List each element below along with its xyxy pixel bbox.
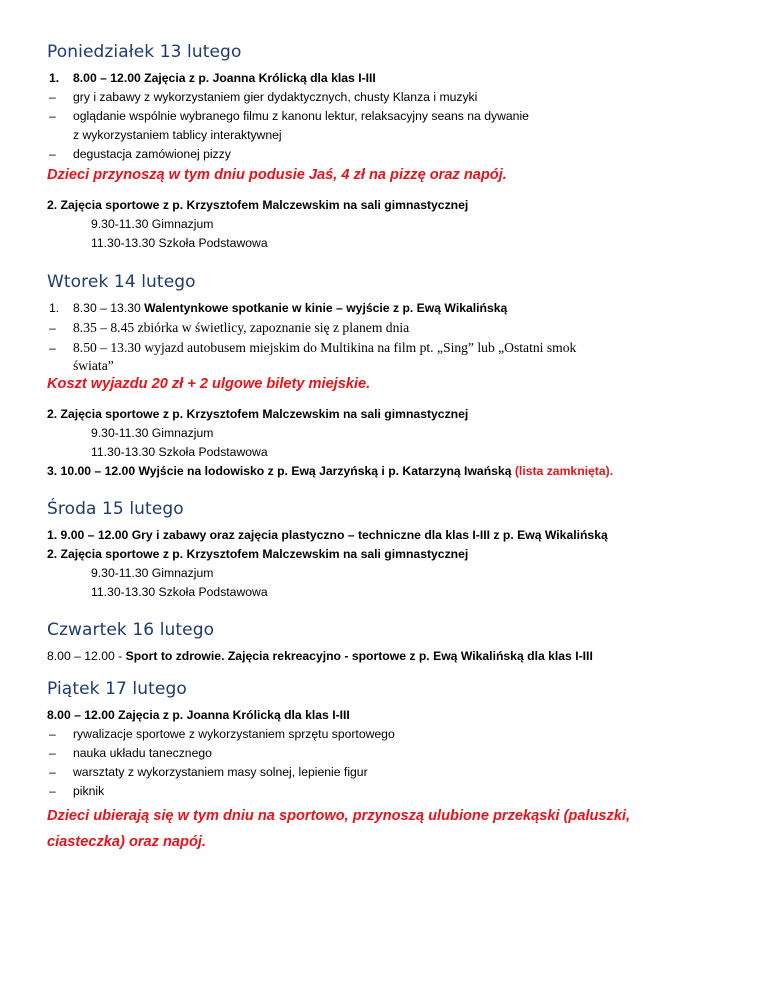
wednesday-time-2: 11.30-13.30 Szkoła Podstawowa [91,585,268,599]
monday-bullet-continuation: z wykorzystaniem tablicy interaktywnej [73,128,282,142]
friday-item-1: 8.00 – 12.00 Zajęcia z p. Joanna Królicką dla klas I-III [47,708,350,722]
wednesday-heading: Środa 15 lutego [47,499,184,519]
tuesday-bullet-continuation: świata” [73,358,114,373]
thursday-heading: Czwartek 16 lutego [47,620,215,640]
friday-section [47,679,748,855]
friday-note-line-1: Dzieci ubierają się w tym dniu na sportowo, przynoszą ulubione przekąski (paluszki, [47,808,631,824]
monday-time-2: 11.30-13.30 Szkoła Podstawowa [91,236,268,250]
tuesday-bullet: – 8.35 – 8.45 zbiórka w świetlicy, zapoznanie się z planem dnia [49,320,410,335]
friday-bullet: – nauka układu tanecznego [49,746,212,760]
tuesday-heading: Wtorek 14 lutego [47,272,196,292]
tuesday-item-1: 1. 8.30 – 13.30 Walentynkowe spotkanie w kinie – wyjście z p. Ewą Wikalińską [49,301,508,315]
monday-time-1: 9.30-11.30 Gimnazjum [91,217,214,231]
tuesday-time-1: 9.30-11.30 Gimnazjum [91,426,214,440]
tuesday-item-2: 2. Zajęcia sportowe z p. Krzysztofem Malczewskim na sali gimnastycznej [47,407,469,421]
tuesday-bullet: – 8.50 – 13.30 wyjazd autobusem miejskim do Multikina na film pt. „Sing” lub „Ostatni smok [49,340,577,355]
wednesday-item-2: 2. Zajęcia sportowe z p. Krzysztofem Malczewskim na sali gimnastycznej [47,547,469,561]
thursday-item: 8.00 – 12.00 - Sport to zdrowie. Zajęcia rekreacyjno - sportowe z p. Ewą Wikalińską dla klas I-III [47,649,593,663]
monday-bullet: – degustacja zamówionej pizzy [49,147,231,161]
monday-item-1: 1. 8.00 – 12.00 Zajęcia z p. Joanna Królicką dla klas I-III [49,71,376,85]
tuesday-note: Koszt wyjazdu 20 zł + 2 ulgowe bilety miejskie. [47,376,371,392]
friday-bullet: – rywalizacje sportowe z wykorzystaniem sprzętu sportowego [49,727,395,741]
wednesday-time-1: 9.30-11.30 Gimnazjum [91,566,214,580]
tuesday-section [47,272,748,481]
monday-bullet: – gry i zabawy z wykorzystaniem gier dydaktycznych, chusty Klanza i muzyki [49,90,478,104]
friday-bullet: – piknik [49,784,105,798]
friday-heading: Piątek 17 lutego [47,679,187,699]
monday-note: Dzieci przynoszą w tym dniu podusie Jaś, 4 zł na pizzę oraz napój. [47,167,507,183]
wednesday-section [47,499,748,602]
monday-bullet: – oglądanie wspólnie wybranego filmu z kanonu lektur, relaksacyjny seans na dywanie [49,109,529,123]
monday-section [47,42,748,253]
wednesday-item-1: 1. 9.00 – 12.00 Gry i zabawy oraz zajęcia plastyczno – techniczne dla klas I-III z p. Ewą Wikalińską [47,528,608,542]
thursday-section [47,620,748,666]
tuesday-time-2: 11.30-13.30 Szkoła Podstawowa [91,445,268,459]
monday-item-2: 2. Zajęcia sportowe z p. Krzysztofem Malczewskim na sali gimnastycznej [47,198,469,212]
tuesday-item-3: 3. 10.00 – 12.00 Wyjście na lodowisko z p. Ewą Jarzyńską i p. Katarzyną Iwańską (lista zamknięta). [47,464,614,478]
friday-note-line-2: ciasteczka) oraz napój. [47,834,206,850]
friday-bullet: – warsztaty z wykorzystaniem masy solnej, lepienie figur [49,765,368,779]
monday-heading: Poniedziałek 13 lutego [47,42,242,62]
